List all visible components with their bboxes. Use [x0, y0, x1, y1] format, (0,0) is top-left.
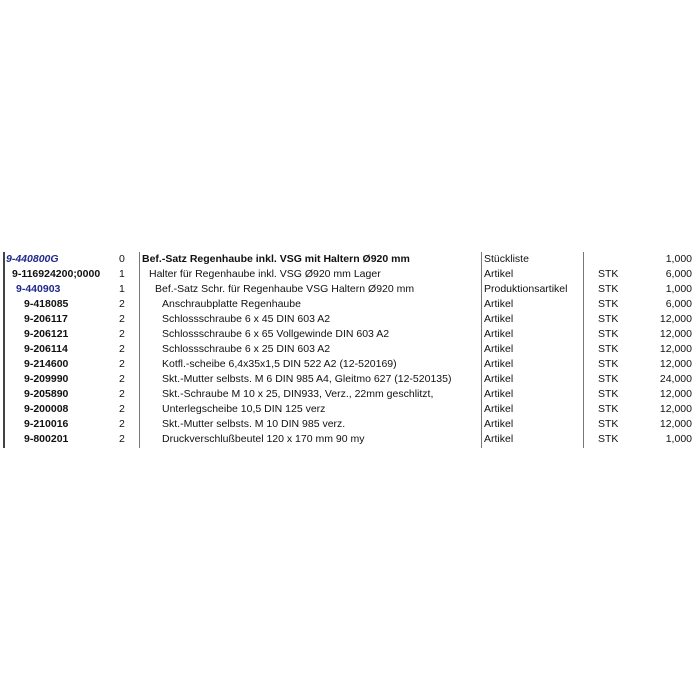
- item-description: Schlossschraube 6 x 65 Vollgewinde DIN 603 A2: [162, 328, 390, 340]
- item-level: 2: [119, 433, 125, 445]
- bill-of-materials-table: [4, 252, 696, 447]
- item-level: 2: [119, 358, 125, 370]
- item-quantity: 12,000: [659, 328, 692, 340]
- item-level: 2: [119, 403, 125, 415]
- item-description: Druckverschlußbeutel 120 x 170 mm 90 my: [162, 433, 365, 445]
- item-number[interactable]: 9-205890: [24, 388, 69, 400]
- item-quantity: 12,000: [659, 313, 692, 325]
- table-row[interactable]: [4, 267, 696, 282]
- item-type: Artikel: [484, 313, 514, 325]
- item-type: Artikel: [484, 403, 514, 415]
- item-type: Artikel: [484, 268, 514, 280]
- item-description: Skt.-Mutter selbsts. M 6 DIN 985 A4, Gleitmo 627 (12-520135): [162, 373, 452, 385]
- item-type: Artikel: [484, 298, 514, 310]
- item-type: Artikel: [484, 433, 514, 445]
- item-type: Artikel: [484, 373, 514, 385]
- item-level: 2: [119, 313, 125, 325]
- item-description: Unterlegscheibe 10,5 DIN 125 verz: [162, 403, 326, 415]
- item-description: Skt.-Mutter selbsts. M 10 DIN 985 verz.: [162, 418, 346, 430]
- item-type: Produktionsartikel: [484, 283, 568, 295]
- table-row[interactable]: [4, 297, 696, 312]
- item-number[interactable]: 9-116924200;0000: [12, 268, 101, 280]
- table-row[interactable]: [4, 387, 696, 402]
- item-type: Artikel: [484, 343, 514, 355]
- table-row[interactable]: [4, 432, 696, 447]
- item-quantity: 12,000: [659, 388, 692, 400]
- item-unit: STK: [598, 403, 619, 415]
- item-unit: STK: [598, 268, 619, 280]
- item-quantity: 12,000: [659, 403, 692, 415]
- item-unit: STK: [598, 328, 619, 340]
- item-number[interactable]: 9-206121: [24, 328, 69, 340]
- item-quantity: 1,000: [665, 433, 692, 445]
- item-type: Stückliste: [484, 253, 529, 265]
- item-description: Kotfl.-scheibe 6,4x35x1,5 DIN 522 A2 (12-520169): [162, 358, 397, 370]
- item-quantity: 6,000: [665, 268, 692, 280]
- item-description: Bef.-Satz Regenhaube inkl. VSG mit Haltern Ø920 mm: [142, 253, 410, 265]
- item-unit: STK: [598, 358, 619, 370]
- item-type: Artikel: [484, 388, 514, 400]
- item-number[interactable]: 9-214600: [24, 358, 69, 370]
- item-level: 2: [119, 388, 125, 400]
- item-type: Artikel: [484, 358, 514, 370]
- item-number[interactable]: 9-206114: [24, 343, 68, 355]
- item-type: Artikel: [484, 418, 514, 430]
- item-number[interactable]: 9-210016: [24, 418, 69, 430]
- item-level: 2: [119, 373, 125, 385]
- table-row[interactable]: [4, 327, 696, 342]
- item-unit: STK: [598, 373, 619, 385]
- item-description: Halter für Regenhaube inkl. VSG Ø920 mm Lager: [149, 268, 381, 280]
- table-row[interactable]: [4, 417, 696, 432]
- item-description: Schlossschraube 6 x 25 DIN 603 A2: [162, 343, 331, 355]
- item-description: Bef.-Satz Schr. für Regenhaube VSG Haltern Ø920 mm: [155, 283, 415, 295]
- item-level: 1: [119, 268, 125, 280]
- item-number[interactable]: 9-440800G: [6, 253, 59, 265]
- table-row[interactable]: [4, 372, 696, 387]
- item-level: 2: [119, 298, 125, 310]
- item-unit: STK: [598, 283, 619, 295]
- item-quantity: 12,000: [659, 418, 692, 430]
- item-number[interactable]: 9-209990: [24, 373, 69, 385]
- item-unit: STK: [598, 433, 619, 445]
- item-unit: STK: [598, 313, 619, 325]
- item-level: 2: [119, 418, 125, 430]
- item-unit: STK: [598, 418, 619, 430]
- item-unit: STK: [598, 388, 619, 400]
- table-row[interactable]: [4, 357, 696, 372]
- item-level: 1: [119, 283, 125, 295]
- item-quantity: 12,000: [659, 343, 692, 355]
- item-quantity: 6,000: [665, 298, 692, 310]
- item-unit: STK: [598, 343, 619, 355]
- item-description: Skt.-Schraube M 10 x 25, DIN933, Verz., 22mm geschlitzt,: [162, 388, 434, 400]
- item-unit: STK: [598, 298, 619, 310]
- item-quantity: 1,000: [665, 253, 692, 265]
- item-number[interactable]: 9-440903: [16, 283, 61, 295]
- table-row[interactable]: [4, 312, 696, 327]
- item-type: Artikel: [484, 328, 514, 340]
- item-number[interactable]: 9-418085: [24, 298, 69, 310]
- table-row[interactable]: [4, 252, 696, 267]
- item-number[interactable]: 9-206117: [24, 313, 68, 325]
- item-quantity: 12,000: [659, 358, 692, 370]
- table-row[interactable]: [4, 282, 696, 297]
- table-row[interactable]: [4, 342, 696, 357]
- item-quantity: 1,000: [665, 283, 692, 295]
- item-level: 2: [119, 343, 125, 355]
- item-number[interactable]: 9-800201: [24, 433, 69, 445]
- table-row[interactable]: [4, 402, 696, 417]
- item-description: Anschraubplatte Regenhaube: [162, 298, 301, 310]
- item-number[interactable]: 9-200008: [24, 403, 69, 415]
- item-description: Schlossschraube 6 x 45 DIN 603 A2: [162, 313, 331, 325]
- item-quantity: 24,000: [659, 373, 692, 385]
- item-level: 2: [119, 328, 125, 340]
- item-level: 0: [119, 253, 125, 265]
